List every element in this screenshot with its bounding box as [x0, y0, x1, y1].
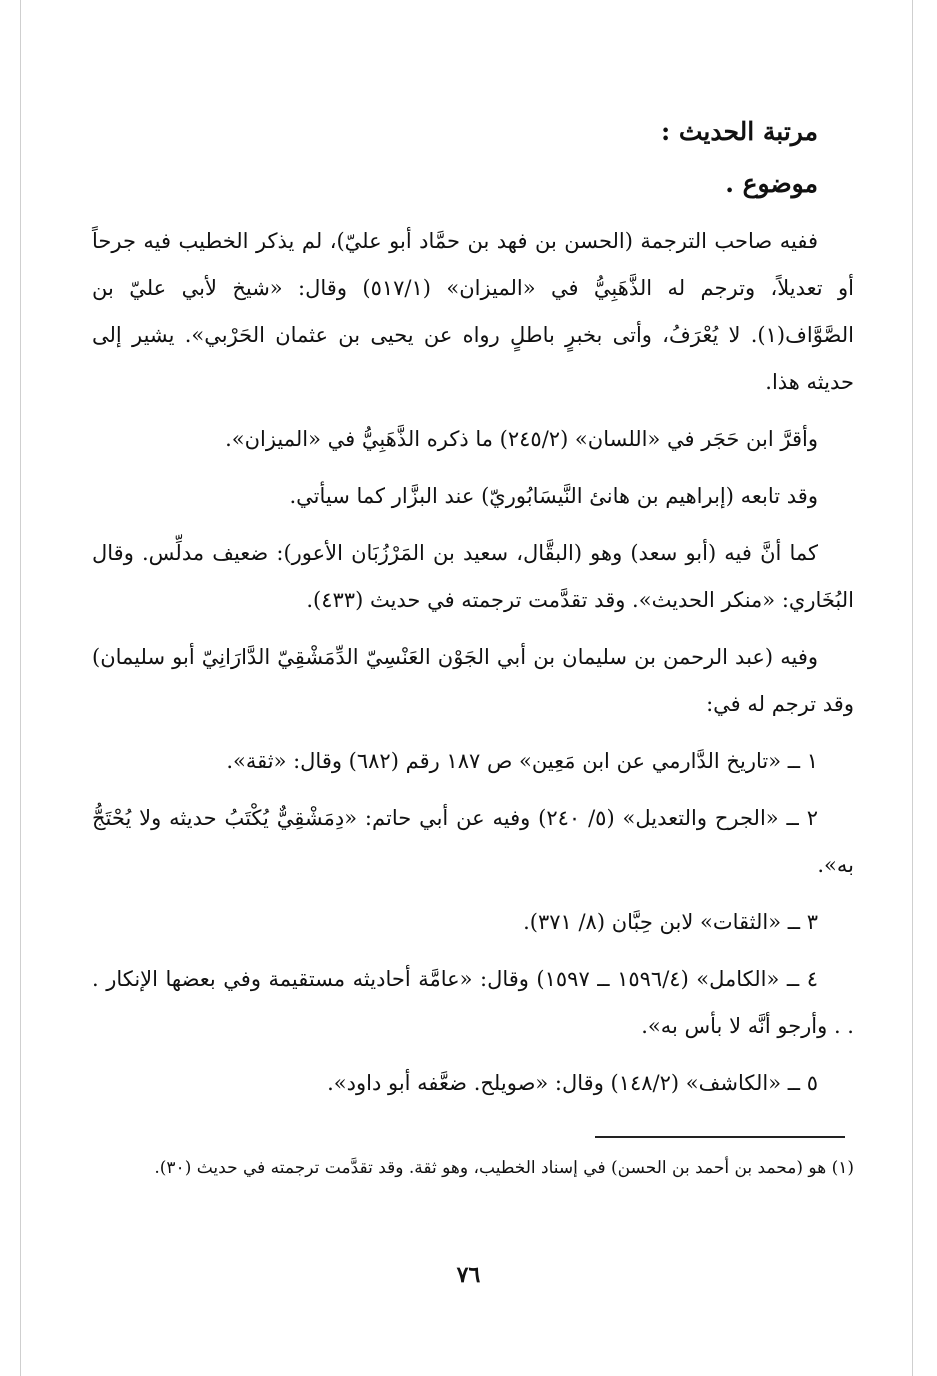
source-list-item: ١ ــ «تاريخ الدَّارمي عن ابن مَعِين» ص ١٨٧ رقم (٦٨٢) وقال: «ثقة».: [226, 749, 818, 773]
paragraph: كما أنَّ فيه (أبو سعد) وهو (البقَّال، سعيد بن المَرْزُبَان الأعور): ضعيف مدلِّس. وقال البُخَاري: «منكر الحديث». وقد تقدَّمت ترجمته في حديث (٤٣٣).: [92, 541, 854, 612]
page-edge-left: [20, 0, 21, 1376]
main-text: [92, 110, 854, 1117]
footnote: (١) هو (محمد بن أحمد بن الحسن) في إسناد الخطيب، وهو ثقة. وقد تقدَّمت ترجمته في حديث (٣٠).: [154, 1158, 854, 1178]
paragraph: وقد تابعه (إبراهيم بن هانئ النَّيسَابُوريّ) عند البزَّار كما سيأتي.: [289, 484, 818, 508]
section-heading: مرتبة الحديث :: [660, 117, 818, 146]
page-number: ٧٦: [456, 1262, 481, 1288]
paragraph: وفيه (عبد الرحمن بن سليمان بن أبي الجَوْن العَنْسِيّ الدِّمَشْقِيّ الدَّارَانِيّ أبو سليمان) وقد ترجم له في:: [92, 645, 854, 716]
paragraph: وأقرَّ ابن حَجَر في «اللسان» (٢٤٥/٢) ما ذكره الذَّهَبِيُّ في «الميزان».: [225, 427, 818, 451]
page-edge-right: [912, 0, 913, 1376]
source-list-item: ٥ ــ «الكاشف» (١٤٨/٢) وقال: «صويلح. ضعَّفه أبو داود».: [327, 1071, 818, 1095]
source-list-item: ٢ ــ «الجرح والتعديل» (٥/ ٢٤٠) وفيه عن أبي حاتم: «دِمَشْقِيٌّ يُكْتَبُ حديثه ولا يُحْتَجُّ به».: [92, 806, 854, 877]
paragraph: ففيه صاحب الترجمة (الحسن بن فهد بن حمَّاد أبو عليّ)، لم يذكر الخطيب فيه جرحاً أو تعديلاً، وترجم له الذَّهَبِيُّ في «الميزان» (٥١٧/١) وقال: «شيخ لأبي عليّ بن الصَّوَّاف(١). لا يُعْرَفُ، وأتى بخبرٍ باطلٍ رواه عن يحيى بن عثمان الحَرْبي». يشير إلى حديثه هذا.: [92, 229, 854, 394]
footnote-separator: [595, 1136, 845, 1138]
hadith-ruling: موضوع .: [725, 169, 818, 198]
footnotes: [92, 1150, 854, 1186]
source-list-item: ٤ ــ «الكامل» (١٥٩٦/٤ ــ ١٥٩٧) وقال: «عامَّة أحاديثه مستقيمة وفي بعضها الإنكار . . . وأرجو أنَّه لا بأس به».: [92, 967, 854, 1038]
source-list-item: ٣ ــ «الثقات» لابن حِبَّان (٨/ ٣٧١).: [523, 910, 818, 934]
